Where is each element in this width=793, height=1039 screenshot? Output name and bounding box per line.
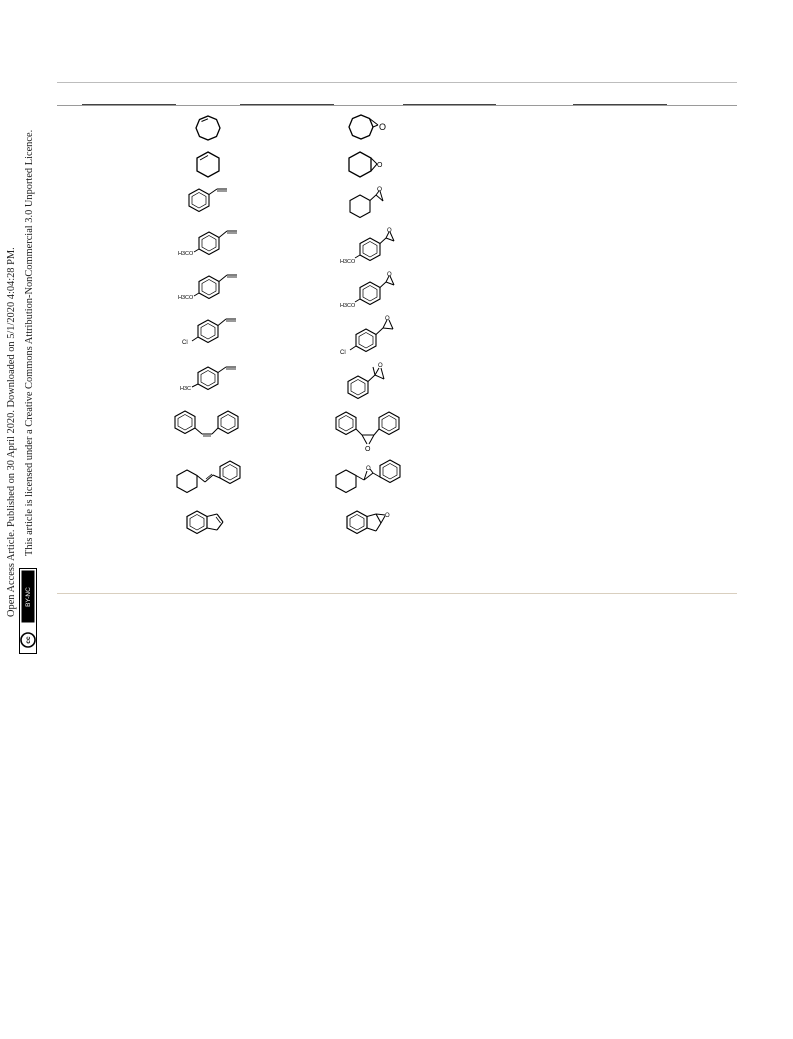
badge-cc-text: cc	[25, 636, 32, 644]
4-methylstyrene-structure	[180, 362, 244, 394]
4-methoxystyrene-oxide-structure	[338, 228, 402, 266]
methoxy-label: H3CO	[340, 303, 356, 309]
open-access-sidebar	[0, 0, 45, 660]
oxygen-label: O	[385, 316, 390, 322]
cyclohexene-structure	[193, 150, 225, 180]
styrene-structure	[185, 183, 245, 215]
oxygen-label: O	[387, 272, 392, 278]
methoxy-label: H3CO	[178, 295, 194, 301]
cis-stilbene-structure	[172, 406, 242, 438]
oxygen-label: O	[387, 228, 392, 234]
chloro-label: Cl	[340, 350, 346, 356]
4-methoxystyrene-structure	[176, 270, 246, 302]
oxygen-label: O	[379, 122, 387, 132]
oxygen-label: O	[366, 466, 371, 472]
trans-stilbene-oxide-structure	[334, 457, 406, 497]
table-header-rule	[57, 105, 737, 106]
publication-notice: Open Access Article. Published on 30 April 2020. Downloaded on 5/1/2020 4:04:28 PM.	[6, 247, 17, 617]
4-methoxystyrene-oxide-structure	[338, 272, 402, 310]
methoxy-label: H3CO	[178, 251, 194, 257]
cc-by-nc-badge[interactable]	[19, 568, 37, 654]
oxygen-label: O	[378, 363, 383, 369]
styrene-oxide-structure	[348, 185, 398, 221]
4-methoxystyrene-structure	[176, 226, 246, 258]
methyl-label: H3C	[180, 386, 192, 392]
licence-notice[interactable]: This article is licensed under a Creative Commons Attribution-NonCommercial 3.0 Unported Licence.	[24, 129, 35, 556]
cyclohexene-oxide-structure	[345, 150, 390, 180]
oxygen-label: O	[377, 162, 383, 169]
alpha-methylstyrene-oxide-structure	[345, 362, 395, 400]
badge-by-nc-text: BY-NC	[25, 587, 32, 607]
indene-structure	[183, 508, 231, 538]
4-chlorostyrene-structure	[180, 313, 244, 347]
oxygen-label: O	[385, 513, 390, 519]
chloro-label: Cl	[182, 340, 188, 346]
oxygen-label: O	[365, 446, 371, 453]
4-chlorostyrene-oxide-structure	[338, 313, 402, 357]
table-top-rule	[57, 82, 737, 83]
oxygen-label: O	[377, 186, 383, 193]
cyclooctene-oxide-structure	[345, 113, 390, 143]
indene-oxide-structure	[343, 507, 395, 539]
table-bottom-rule	[57, 593, 737, 594]
cis-stilbene-oxide-structure	[333, 408, 405, 454]
methoxy-label: H3CO	[340, 259, 356, 265]
cyclooctene-structure	[192, 114, 224, 144]
trans-stilbene-structure	[174, 458, 244, 496]
